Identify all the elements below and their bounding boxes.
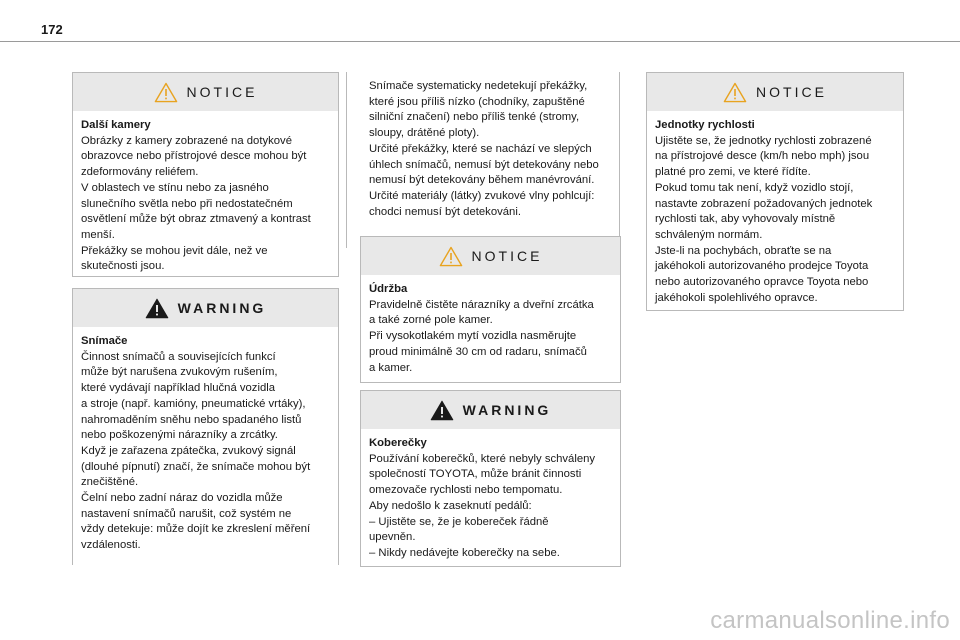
text-line: jakéhokoli autorizovaného prodejce Toyota	[655, 260, 869, 273]
text-line: úhlech snímačů, nemusí být detekovány nebo	[369, 158, 599, 171]
text-line: Ujistěte se, že jednotky rychlosti zobrazené	[655, 134, 872, 147]
warning-triangle-filled-icon	[430, 400, 454, 421]
notice-title: NOTICE	[756, 84, 827, 100]
text-line: V oblastech ve stínu nebo za jasného	[81, 181, 269, 194]
text-line: Když je zařazena zpátečka, zvukový signál	[81, 444, 296, 457]
text-line: (dlouhé pípnutí) značí, že snímače mohou být	[81, 460, 311, 473]
text-line: nahromaděním sněhu nebo spadaného listů	[81, 413, 302, 426]
warning-header	[361, 391, 620, 429]
text-line: Překážky se mohou jevit dále, než ve	[81, 244, 268, 257]
notice-body	[647, 111, 903, 314]
notice-header	[647, 73, 903, 111]
caution-triangle-outline-icon	[723, 82, 747, 103]
warning-box-floor-mats	[360, 390, 621, 567]
text-line: nebo autorizovaného opravce Toyota nebo	[655, 276, 869, 289]
text-line: vzdálenosti.	[81, 539, 141, 552]
text-line: Určité materiály (látky) zvukové vlny pohlcují:	[369, 189, 595, 202]
warning-body	[361, 429, 620, 570]
text-line: nastavení snímačů narušit, což systém ne	[81, 507, 292, 520]
notice-heading: Další kamery	[81, 119, 151, 131]
notice-header	[361, 237, 620, 275]
column-rule	[346, 72, 347, 248]
text-line: znečištěné.	[81, 476, 139, 489]
warning-box-sensors	[72, 288, 339, 565]
text-line: – Ujistěte se, že je kobereček řádně	[369, 515, 549, 528]
text-line: chodci nemusí být detekováni.	[369, 205, 521, 218]
text-line: Jste-li na pochybách, obraťte se na	[655, 244, 832, 257]
text-line: platné pro zemi, ve které řídíte.	[655, 166, 811, 179]
text-line: Aby nedošlo k zaseknutí pedálů:	[369, 499, 532, 512]
text-line: na přístrojové desce (km/h nebo mph) jsou	[655, 150, 870, 163]
warning-header	[73, 289, 338, 327]
notice-box-other-cameras	[72, 72, 339, 277]
warning-heading: Snímače	[81, 335, 128, 347]
text-line: Určité překážky, které se nachází ve slepých	[369, 142, 592, 155]
text-line: Používání koberečků, které nebyly schváleny	[369, 452, 596, 465]
text-line: obrazovce nebo přístrojové desce mohou být	[81, 150, 307, 163]
notice-body	[361, 275, 620, 384]
text-line: nastavte zobrazení požadovaných jednotek	[655, 197, 873, 210]
header-rule	[0, 41, 960, 42]
text-line: – Nikdy nedávejte koberečky na sebe.	[369, 546, 560, 559]
text-line: Při vysokotlakém mytí vozidla nasměrujte	[369, 330, 577, 343]
warning-title: WARNING	[462, 402, 552, 418]
column-rule	[619, 72, 620, 248]
text-line: společností TOYOTA, může bránit činnosti	[369, 468, 582, 481]
page-number: 172	[41, 22, 63, 37]
text-line: Pravidelně čistěte nárazníky a dveřní zrcátka	[369, 298, 594, 311]
text-line: nemusí být detekovány během manévrování.	[369, 174, 595, 187]
notice-heading: Údržba	[369, 283, 408, 295]
text-line: může být narušena zvukovým rušením,	[81, 366, 278, 379]
notice-body	[73, 111, 338, 283]
text-line: jakéhokoli spolehlivého opravce.	[655, 291, 818, 304]
text-line: Obrázky z kamery zobrazené na dotykové	[81, 134, 292, 147]
text-line: a stroje (např. kamióny, pneumatické vrtáky),	[81, 397, 306, 410]
text-line: sloupy, drátěné ploty).	[369, 127, 480, 140]
text-line: Čelní nebo zadní náraz do vozidla může	[81, 492, 283, 505]
text-line: skutečnosti jsou.	[81, 260, 165, 273]
warning-title: WARNING	[177, 300, 267, 316]
continued-warning-text	[369, 79, 619, 220]
text-line: které vydávají například hlučná vozidla	[81, 382, 276, 395]
text-line: Snímače systematicky nedetekují překážky,	[369, 80, 588, 92]
notice-header	[73, 73, 338, 111]
text-line: slunečního světla nebo při nedostatečném	[81, 197, 293, 210]
text-line: omezovače rychlosti nebo tempomatu.	[369, 484, 563, 497]
notice-heading: Jednotky rychlosti	[655, 119, 755, 131]
text-line: silniční značení) nebo příliš tenké (stromy,	[369, 111, 580, 124]
caution-triangle-outline-icon	[154, 82, 178, 103]
text-line: Činnost snímačů a souvisejících funkcí	[81, 350, 276, 363]
text-line: menší.	[81, 228, 115, 241]
warning-triangle-filled-icon	[145, 298, 169, 319]
watermark: carmanualsonline.info	[710, 607, 950, 634]
notice-title: NOTICE	[186, 84, 258, 100]
text-line: vždy detekuje: může dojít ke zkreslení měření	[81, 523, 311, 536]
text-line: které jsou příliš nízko (chodníky, zapuštěné	[369, 95, 585, 108]
text-line: upevněn.	[369, 531, 416, 544]
text-line: Pokud tomu tak není, když vozidlo stojí,	[655, 181, 854, 194]
text-line: schváleným normám.	[655, 228, 763, 241]
text-line: proud minimálně 30 cm od radaru, snímačů	[369, 345, 587, 358]
warning-body	[73, 327, 338, 562]
text-line: osvětlení může být obraz ztmavený a kontrast	[81, 213, 311, 226]
notice-box-maintenance	[360, 236, 621, 383]
text-line: a také zorné pole kamer.	[369, 314, 493, 327]
warning-heading: Koberečky	[369, 437, 427, 449]
notice-box-speed-units	[646, 72, 904, 311]
notice-title: NOTICE	[471, 248, 543, 264]
text-line: nebo poškozenými nárazníky a zrcátky.	[81, 429, 278, 442]
caution-triangle-outline-icon	[439, 246, 463, 267]
text-line: a kamer.	[369, 361, 413, 374]
text-line: zdeformovány reliéfem.	[81, 166, 199, 179]
text-line: rychlosti tak, aby vyhovovaly místně	[655, 213, 836, 226]
